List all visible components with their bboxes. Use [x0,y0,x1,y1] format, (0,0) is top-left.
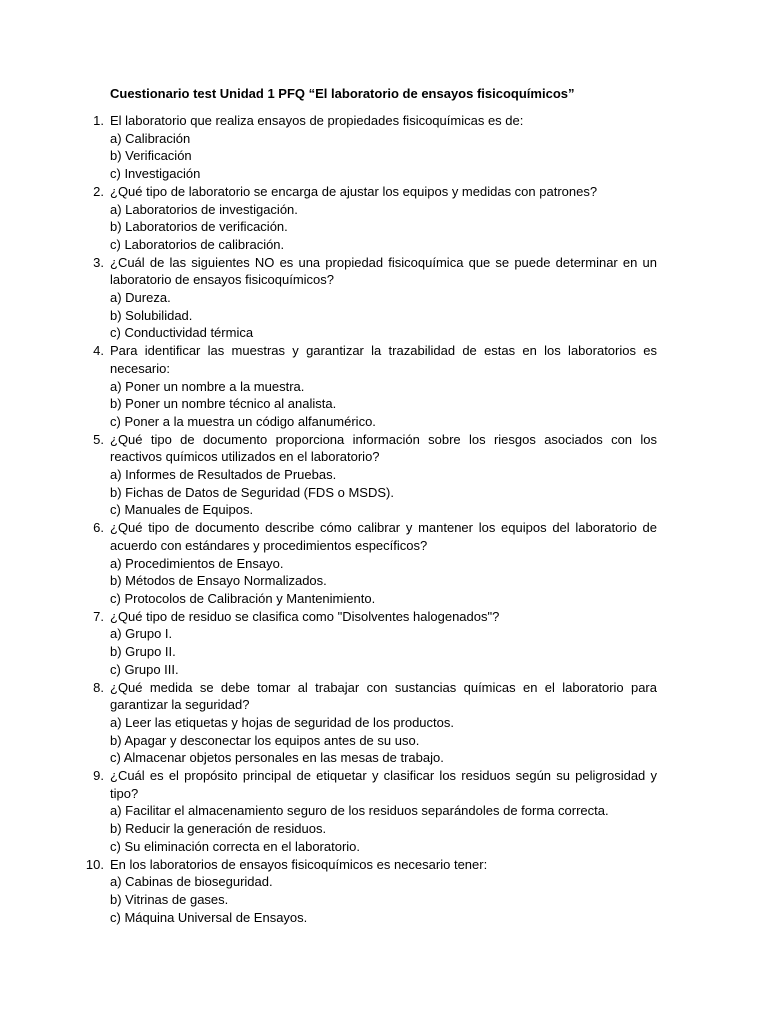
answer-option: c) Protocolos de Calibración y Mantenimiento. [110,590,376,606]
answer-option: c) Poner a la muestra un código alfanumérico. [110,413,376,429]
question-item [0,856,657,927]
question-number: 5. [93,431,104,447]
question-text: ¿Cuál es el propósito principal de etiquetar y clasificar los residuos según su peligrosidad y tipo? [110,768,657,801]
question-text: ¿Qué tipo de documento describe cómo calibrar y mantener los equipos del laboratorio de acuerdo con estándares y procedimientos específicos? [110,520,657,553]
answer-option: b) Fichas de Datos de Seguridad (FDS o MSDS). [110,484,394,500]
answer-option: c) Máquina Universal de Ensayos. [110,909,308,925]
answer-option: a) Poner un nombre a la muestra. [110,378,305,394]
question-list [0,112,768,926]
answer-option: b) Reducir la generación de residuos. [110,821,327,837]
question-item [0,183,657,254]
question-text: ¿Cuál de las siguientes NO es una propiedad fisicoquímica que se puede determinar en un laboratorio de ensayos fisicoquímicos? [110,254,657,288]
question-text: El laboratorio que realiza ensayos de propiedades fisicoquímicas es de: [110,113,524,128]
answer-option: b) Grupo II. [110,644,176,660]
question-item [0,679,657,768]
answer-option: b) Verificación [110,148,192,164]
answer-option: b) Vitrinas de gases. [110,891,229,907]
question-text: ¿Qué medida se debe tomar al trabajar con sustancias químicas en el laboratorio para garantizar la seguridad? [110,679,657,713]
question-number: 3. [93,254,104,270]
question-item [0,519,657,608]
answer-option: b) Poner un nombre técnico al analista. [110,396,337,412]
answer-option: c) Grupo III. [110,661,179,677]
question-number: 2. [93,183,104,199]
answer-option: c) Conductividad térmica [110,325,254,341]
question-item [0,112,657,183]
question-number: 10. [85,856,104,872]
question-item [0,608,657,679]
answer-option: a) Procedimientos de Ensayo. [110,555,284,571]
question-item [0,254,657,343]
answer-option: a) Laboratorios de investigación. [110,201,298,217]
question-item [0,431,657,520]
answer-option: b) Métodos de Ensayo Normalizados. [110,573,327,589]
answer-option: c) Investigación [110,166,201,182]
answer-option: c) Su eliminación correcta en el laboratorio. [110,838,361,854]
answer-option: a) Leer las etiquetas y hojas de seguridad de los productos. [110,714,454,730]
question-number: 1. [93,113,104,128]
answer-option: a) Informes de Resultados de Pruebas. [110,467,337,483]
question-number: 4. [93,343,104,359]
question-text: ¿Qué tipo de laboratorio se encarga de ajustar los equipos y medidas con patrones? [110,183,598,199]
question-number: 7. [93,608,104,624]
answer-option: c) Laboratorios de calibración. [110,236,285,252]
document-title: Cuestionario test Unidad 1 PFQ “El laboratorio de ensayos fisicoquímicos” [110,86,575,101]
question-text: En los laboratorios de ensayos fisicoquímicos es necesario tener: [110,856,488,872]
question-number: 8. [93,679,104,695]
answer-option: c) Almacenar objetos personales en las mesas de trabajo. [110,750,444,766]
answer-option: c) Manuales de Equipos. [110,502,254,518]
question-text: ¿Qué tipo de documento proporciona información sobre los riesgos asociados con los reactivos químicos utilizados en el laboratorio? [110,431,657,465]
answer-option: b) Laboratorios de verificación. [110,219,288,235]
question-text: Para identificar las muestras y garantizar la trazabilidad de estas en los laboratorios es necesario: [110,343,657,376]
question-item [0,342,657,431]
answer-option: a) Cabinas de bioseguridad. [110,874,273,890]
question-item [0,767,657,856]
answer-option: a) Dureza. [110,290,171,306]
answer-option: b) Apagar y desconectar los equipos antes de su uso. [110,732,420,748]
question-number: 6. [93,520,104,536]
question-number: 9. [93,768,104,784]
answer-option: a) Grupo I. [110,626,173,642]
question-text: ¿Qué tipo de residuo se clasifica como "Disolventes halogenados"? [110,608,500,624]
answer-option: a) Calibración [110,130,191,146]
answer-option: a) Facilitar el almacenamiento seguro de los residuos separándoles de forma correcta. [110,803,609,819]
answer-option: b) Solubilidad. [110,307,193,323]
